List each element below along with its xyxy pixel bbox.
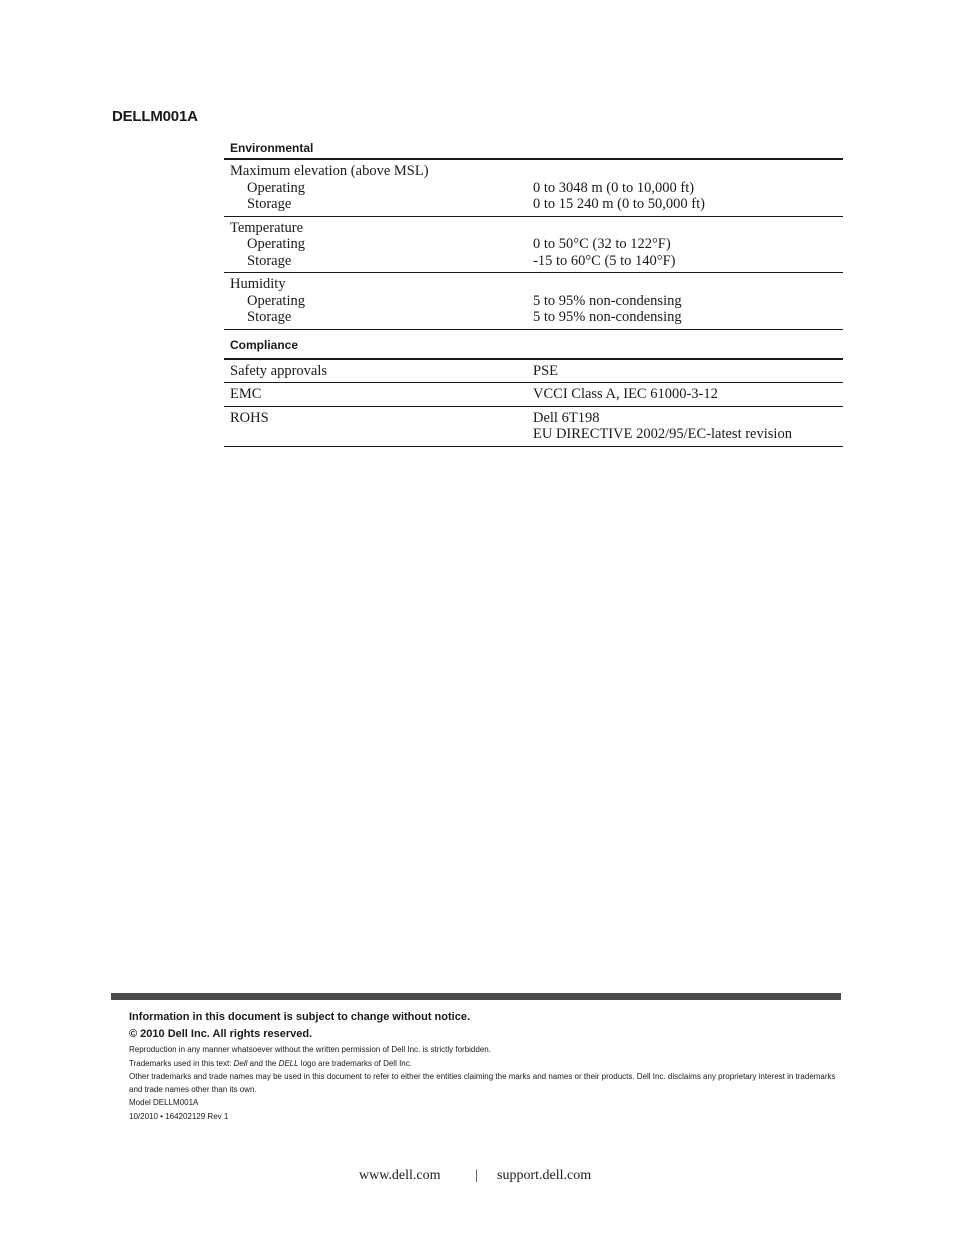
dell-website-link[interactable]: www.dell.com xyxy=(359,1168,441,1183)
elevation-storage-value: 0 to 15 240 m (0 to 50,000 ft) xyxy=(533,196,705,212)
compliance-heading: Compliance xyxy=(224,330,843,360)
link-separator: | xyxy=(475,1168,478,1183)
model-number: Model DELLM001A xyxy=(129,1098,199,1107)
temperature-storage-label: Storage xyxy=(247,252,292,269)
rohs-value-directive: EU DIRECTIVE 2002/95/EC-latest revision xyxy=(533,426,792,442)
rohs-value: Dell 6T198 xyxy=(533,409,600,426)
trademarks-notice xyxy=(129,1058,841,1071)
legal-notice xyxy=(129,1009,841,1123)
environmental-heading: Environmental xyxy=(224,138,843,160)
spec-table xyxy=(224,138,843,447)
elevation-storage-label: Storage xyxy=(247,196,292,212)
temperature-group xyxy=(224,217,843,274)
reproduction-notice: Reproduction in any manner whatsoever without the written permission of Dell Inc. is strictly forbidden. xyxy=(129,1045,491,1054)
footer-divider-bar xyxy=(111,993,841,1000)
temperature-operating-value: 0 to 50°C (32 to 122°F) xyxy=(533,236,671,252)
rohs-row xyxy=(224,407,843,447)
humidity-group xyxy=(224,273,843,330)
temperature-storage-value: -15 to 60°C (5 to 140°F) xyxy=(533,252,676,269)
humidity-operating-label: Operating xyxy=(247,292,305,309)
trademarks-mid: and the xyxy=(247,1058,279,1068)
humidity-operating-value: 5 to 95% non-condensing xyxy=(533,292,682,309)
humidity-storage-value: 5 to 95% non-condensing xyxy=(533,309,682,325)
document-title: DELLM001A xyxy=(112,108,198,125)
humidity-storage-label: Storage xyxy=(247,309,292,325)
emc-row xyxy=(224,383,843,407)
trademark-dell: Dell xyxy=(233,1058,248,1068)
rohs-label: ROHS xyxy=(230,409,269,426)
support-website-link[interactable]: support.dell.com xyxy=(497,1168,592,1183)
change-notice: Information in this document is subject to change without notice. xyxy=(129,1011,471,1023)
elevation-operating-label: Operating xyxy=(247,179,305,196)
elevation-operating-value: 0 to 3048 m (0 to 10,000 ft) xyxy=(533,179,695,196)
elevation-group xyxy=(224,160,843,217)
trademark-dell-logo: DELL xyxy=(278,1058,299,1068)
emc-label: EMC xyxy=(230,386,262,402)
temperature-operating-label: Operating xyxy=(247,236,305,252)
safety-value: PSE xyxy=(533,362,558,379)
safety-label: Safety approvals xyxy=(230,362,328,379)
revision-info: 10/2010 • 164202129 Rev 1 xyxy=(129,1111,229,1121)
copyright-line: © 2010 Dell Inc. All rights reserved. xyxy=(129,1028,313,1040)
trademarks-suffix: logo are trademarks of Dell Inc. xyxy=(298,1058,412,1068)
temperature-label: Temperature xyxy=(230,219,304,236)
elevation-label: Maximum elevation (above MSL) xyxy=(230,163,429,179)
humidity-label: Humidity xyxy=(230,276,286,292)
emc-value: VCCI Class A, IEC 61000-3-12 xyxy=(533,386,718,402)
other-trademarks-notice: Other trademarks and trade names may be used in this document to refer to either the entities claiming the marks and names or their products. Dell Inc. disclaims any proprietary interest in trademarks and trade names other than its own. xyxy=(129,1072,836,1094)
safety-row xyxy=(224,360,843,384)
trademarks-prefix: Trademarks used in this text: xyxy=(129,1058,234,1068)
